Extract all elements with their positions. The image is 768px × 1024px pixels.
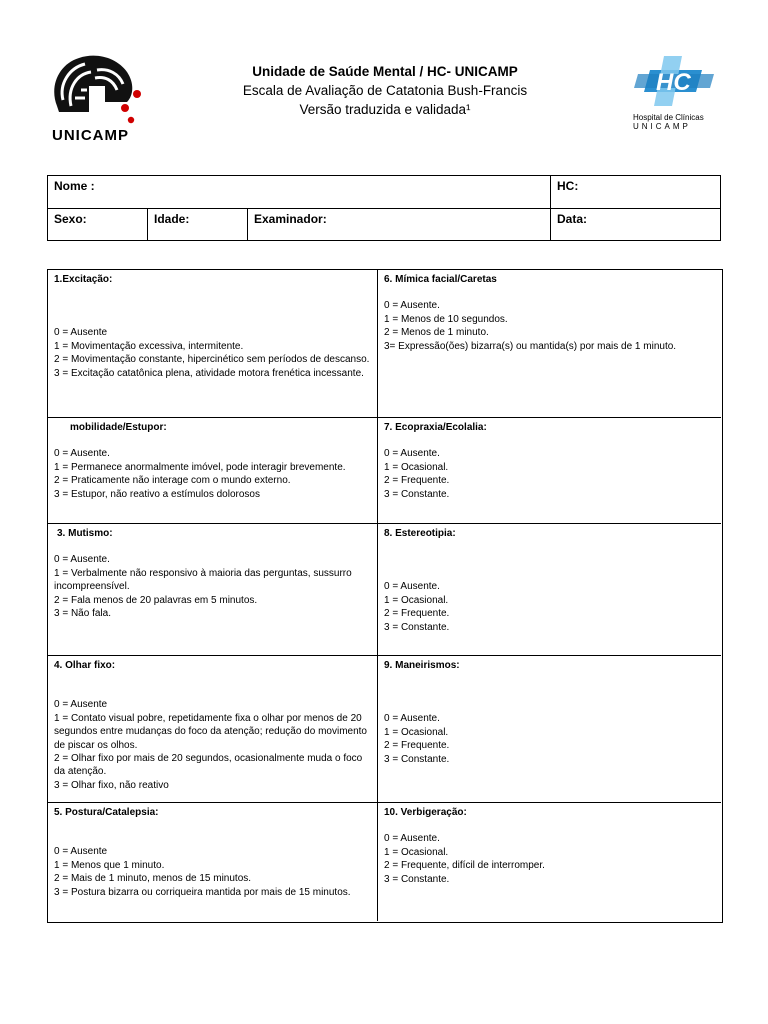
- item-option: 3 = Olhar fixo, não reativo: [54, 779, 169, 791]
- identification-table: [47, 175, 721, 241]
- item-option: 2 = Mais de 1 minuto, menos de 15 minutos.: [54, 873, 252, 885]
- item-option: 3= Expressão(ões) bizarra(s) ou mantida(s) por mais de 1 minuto.: [384, 340, 677, 352]
- sexo-field[interactable]: [48, 209, 147, 240]
- heading-line-3: Versão traduzida e validada¹: [299, 102, 471, 117]
- item-option: 1 = Menos de 10 segundos.: [384, 313, 508, 325]
- hc-field[interactable]: [551, 176, 721, 208]
- item-option: 3 = Constante.: [384, 873, 450, 885]
- item-option: 1 = Contato visual pobre, repetidamente fixa o olhar por menos de 20 segundos entre mudanças do foco da atenção; redução do movimento de piscar os olhos.: [54, 712, 367, 751]
- examinador-label: Examinador:: [254, 212, 327, 226]
- item-ecopraxia-ecolalia: [378, 418, 721, 523]
- item-option: 2 = Frequente.: [384, 608, 450, 620]
- item-option: 1 = Menos que 1 minuto.: [54, 859, 165, 871]
- hc-logo-mark: HC: [656, 69, 691, 96]
- item-option: 1 = Permanece anormalmente imóvel, pode interagir brevemente.: [54, 461, 346, 473]
- item-title: mobilidade/Estupor:: [70, 422, 167, 433]
- item-excitacao: [48, 270, 377, 417]
- item-postura-catalepsia: [48, 803, 377, 921]
- hospital-name-line-1: Hospital de Clínicas: [633, 113, 704, 122]
- hospital-de-clinicas-logo-icon: [630, 52, 720, 112]
- item-imobilidade-estupor: [48, 418, 377, 523]
- item-title: 10. Verbigeração:: [384, 807, 467, 818]
- document-heading: [200, 62, 570, 119]
- item-option: 0 = Ausente.: [384, 833, 440, 845]
- item-option: 0 = Ausente.: [384, 713, 440, 725]
- item-option: 0 = Ausente.: [384, 300, 440, 312]
- heading-line-1: Unidade de Saúde Mental / HC- UNICAMP: [252, 64, 518, 79]
- item-option: 3 = Constante.: [384, 753, 450, 765]
- unicamp-logo-text: UNICAMP: [52, 127, 129, 144]
- item-mutismo: [48, 524, 377, 655]
- item-option: 2 = Fala menos de 20 palavras em 5 minutos.: [54, 594, 258, 606]
- item-option: 2 = Frequente.: [384, 740, 450, 752]
- item-option: 3 = Estupor, não reativo a estímulos dolorosos: [54, 488, 260, 500]
- item-option: 1 = Movimentação excessiva, intermitente.: [54, 340, 244, 352]
- item-olhar-fixo: [48, 656, 377, 802]
- item-option: 2 = Olhar fixo por mais de 20 segundos, ocasionalmente muda o foco da atenção.: [54, 753, 363, 778]
- catatonia-items-grid: [47, 269, 723, 923]
- item-option: 3 = Não fala.: [54, 608, 111, 620]
- hc-label: HC:: [557, 179, 579, 193]
- item-title: 3. Mutismo:: [57, 528, 113, 539]
- data-field[interactable]: [551, 209, 721, 240]
- item-title: 4. Olhar fixo:: [54, 660, 116, 671]
- idade-label: Idade:: [154, 212, 190, 226]
- data-label: Data:: [557, 212, 588, 226]
- item-option: 0 = Ausente.: [54, 448, 110, 460]
- item-verbigeracao: [378, 803, 721, 921]
- nome-label: Nome :: [54, 179, 95, 193]
- item-title: 6. Mímica facial/Caretas: [384, 274, 497, 285]
- heading-line-2: Escala de Avaliação de Catatonia Bush-Francis: [242, 83, 528, 98]
- item-option: 0 = Ausente: [54, 846, 108, 858]
- item-estereotipia: [378, 524, 721, 655]
- item-title: 5. Postura/Catalepsia:: [54, 807, 159, 818]
- item-option: 1 = Ocasional.: [384, 594, 449, 606]
- item-option: 0 = Ausente: [54, 327, 108, 339]
- item-option: 1 = Ocasional.: [384, 461, 449, 473]
- nome-field[interactable]: [48, 176, 550, 208]
- item-option: 3 = Constante.: [384, 488, 450, 500]
- item-option: 1 = Verbalmente não responsivo à maioria das perguntas, sussurro incompreensível.: [54, 567, 352, 593]
- item-title: 1.Excitação:: [54, 274, 113, 285]
- item-option: 2 = Frequente.: [384, 475, 450, 487]
- idade-field[interactable]: [148, 209, 247, 240]
- item-option: 3 = Postura bizarra ou corriqueira mantida por mais de 15 minutos.: [54, 886, 351, 898]
- sexo-label: Sexo:: [54, 212, 87, 226]
- hospital-name-line-2: UNICAMP: [633, 122, 691, 131]
- item-option: 0 = Ausente.: [54, 554, 110, 566]
- item-title: 8. Estereotipia:: [384, 528, 456, 539]
- item-option: 0 = Ausente.: [384, 581, 440, 593]
- item-option: 1 = Ocasional.: [384, 726, 449, 738]
- item-maneirismos: [378, 656, 721, 802]
- item-option: 0 = Ausente.: [384, 448, 440, 460]
- item-option: 2 = Frequente, difícil de interromper.: [384, 860, 545, 872]
- item-mimica-facial: [378, 270, 721, 417]
- examinador-field[interactable]: [248, 209, 550, 240]
- item-option: 3 = Excitação catatônica plena, atividade motora frenética incessante.: [54, 367, 364, 379]
- item-title: 7. Ecopraxia/Ecolalia:: [384, 422, 487, 433]
- item-title: 9. Maneirismos:: [384, 660, 460, 671]
- item-option: 2 = Praticamente não interage com o mundo externo.: [54, 475, 291, 487]
- item-option: 0 = Ausente: [54, 699, 108, 711]
- item-option: 1 = Ocasional.: [384, 846, 449, 858]
- item-option: 3 = Constante.: [384, 621, 450, 633]
- item-option: 2 = Menos de 1 minuto.: [384, 327, 489, 339]
- item-option: 2 = Movimentação constante, hipercinético sem períodos de descanso.: [54, 354, 370, 366]
